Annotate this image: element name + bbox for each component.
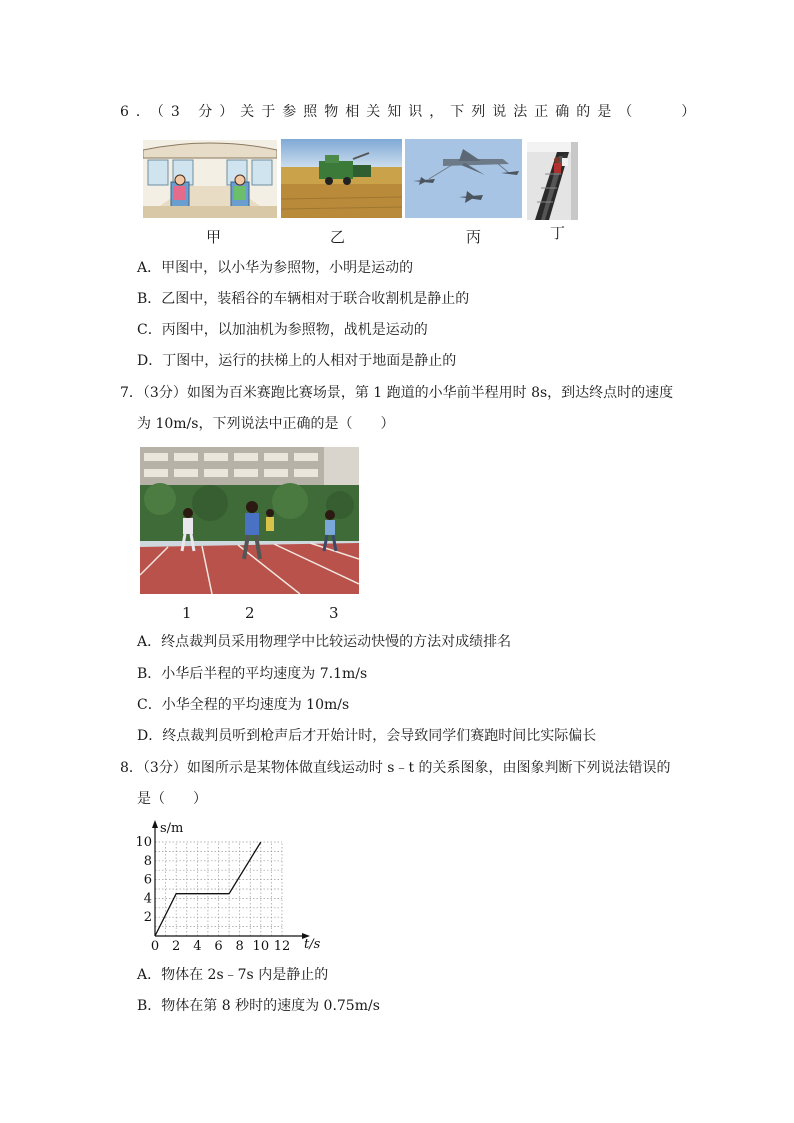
q6-image-harvester — [281, 139, 402, 218]
q7-option-c: C．小华全程的平均速度为 10m/s — [137, 697, 350, 713]
q8-option-a: A．物体在 2s﹣7s 内是静止的 — [137, 967, 329, 983]
q7-option-b: B．小华后半程的平均速度为 7.1m/s — [137, 666, 368, 682]
chart-grid — [155, 842, 282, 936]
q6-option-a: A．甲图中，以小华为参照物，小明是运动的 — [137, 260, 414, 276]
chart-axes — [152, 820, 310, 939]
y-axis-label: s/m — [160, 821, 184, 836]
q7-lane-label-1: 1 — [182, 604, 192, 622]
q6-caption-jia: 甲 — [206, 228, 222, 246]
q6-caption-yi: 乙 — [330, 228, 346, 246]
q6-caption-ding: 丁 — [550, 224, 566, 242]
q6-image-train — [143, 140, 277, 218]
q7-lane-label-3: 3 — [329, 604, 339, 622]
y-tick-label: 4 — [143, 891, 152, 907]
q7-image-race — [140, 447, 359, 594]
x-tick-label: 12 — [273, 939, 291, 954]
y-tick-label: 8 — [143, 853, 152, 869]
q8-stem-line2: 是（ ） — [137, 791, 207, 807]
st-chart — [135, 818, 325, 958]
q7-lane-label-2: 2 — [245, 604, 255, 622]
q6-image-escalator — [527, 142, 578, 220]
q6-image-refueling — [405, 139, 522, 218]
q8-option-b: B．物体在第 8 秒时的速度为 0.75m/s — [137, 998, 380, 1014]
q7-stem-line1: 7．（3分）如图为百米赛跑比赛场景，第 1 跑道的小华前半程用时 8s，到达终点时的速度 — [120, 385, 674, 401]
q7-option-d: D．终点裁判员听到枪声后才开始计时，会导致同学们赛跑时间比实际偏长 — [137, 728, 597, 744]
y-tick-label: 6 — [143, 872, 152, 888]
q7-stem-line2: 为 10m/s，下列说法中正确的是（ ） — [137, 416, 395, 432]
x-axis-label: t/s — [304, 937, 321, 952]
x-tick-label: 6 — [214, 939, 223, 954]
q7-option-a: A．终点裁判员采用物理学中比较运动快慢的方法对成绩排名 — [137, 634, 512, 650]
x-tick-label: 8 — [235, 939, 244, 954]
x-tick-label: 2 — [172, 939, 181, 954]
y-tick-label: 2 — [143, 910, 152, 926]
x-tick-label: 4 — [193, 939, 202, 954]
chart-axis-labels — [160, 821, 321, 952]
q8-stem-line1: 8．（3分）如图所示是某物体做直线运动时 s﹣t 的关系图象，由图象判断下列说法错误的 — [120, 760, 671, 776]
x-tick-label: 0 — [150, 939, 160, 954]
q6-option-c: C．丙图中，以加油机为参照物，战机是运动的 — [137, 322, 428, 338]
y-axis-arrow — [152, 820, 158, 828]
x-tick-label: 10 — [252, 939, 270, 954]
q6-caption-bing: 丙 — [466, 228, 482, 246]
y-tick-label: 10 — [135, 835, 152, 850]
q6-stem: 6．（3 分）关于参照物相关知识，下列说法正确的是（ ） — [120, 104, 703, 120]
q6-option-d: D．丁图中，运行的扶梯上的人相对于地面是静止的 — [137, 353, 457, 369]
q6-option-b: B．乙图中，装稻谷的车辆相对于联合收割机是静止的 — [137, 291, 470, 307]
